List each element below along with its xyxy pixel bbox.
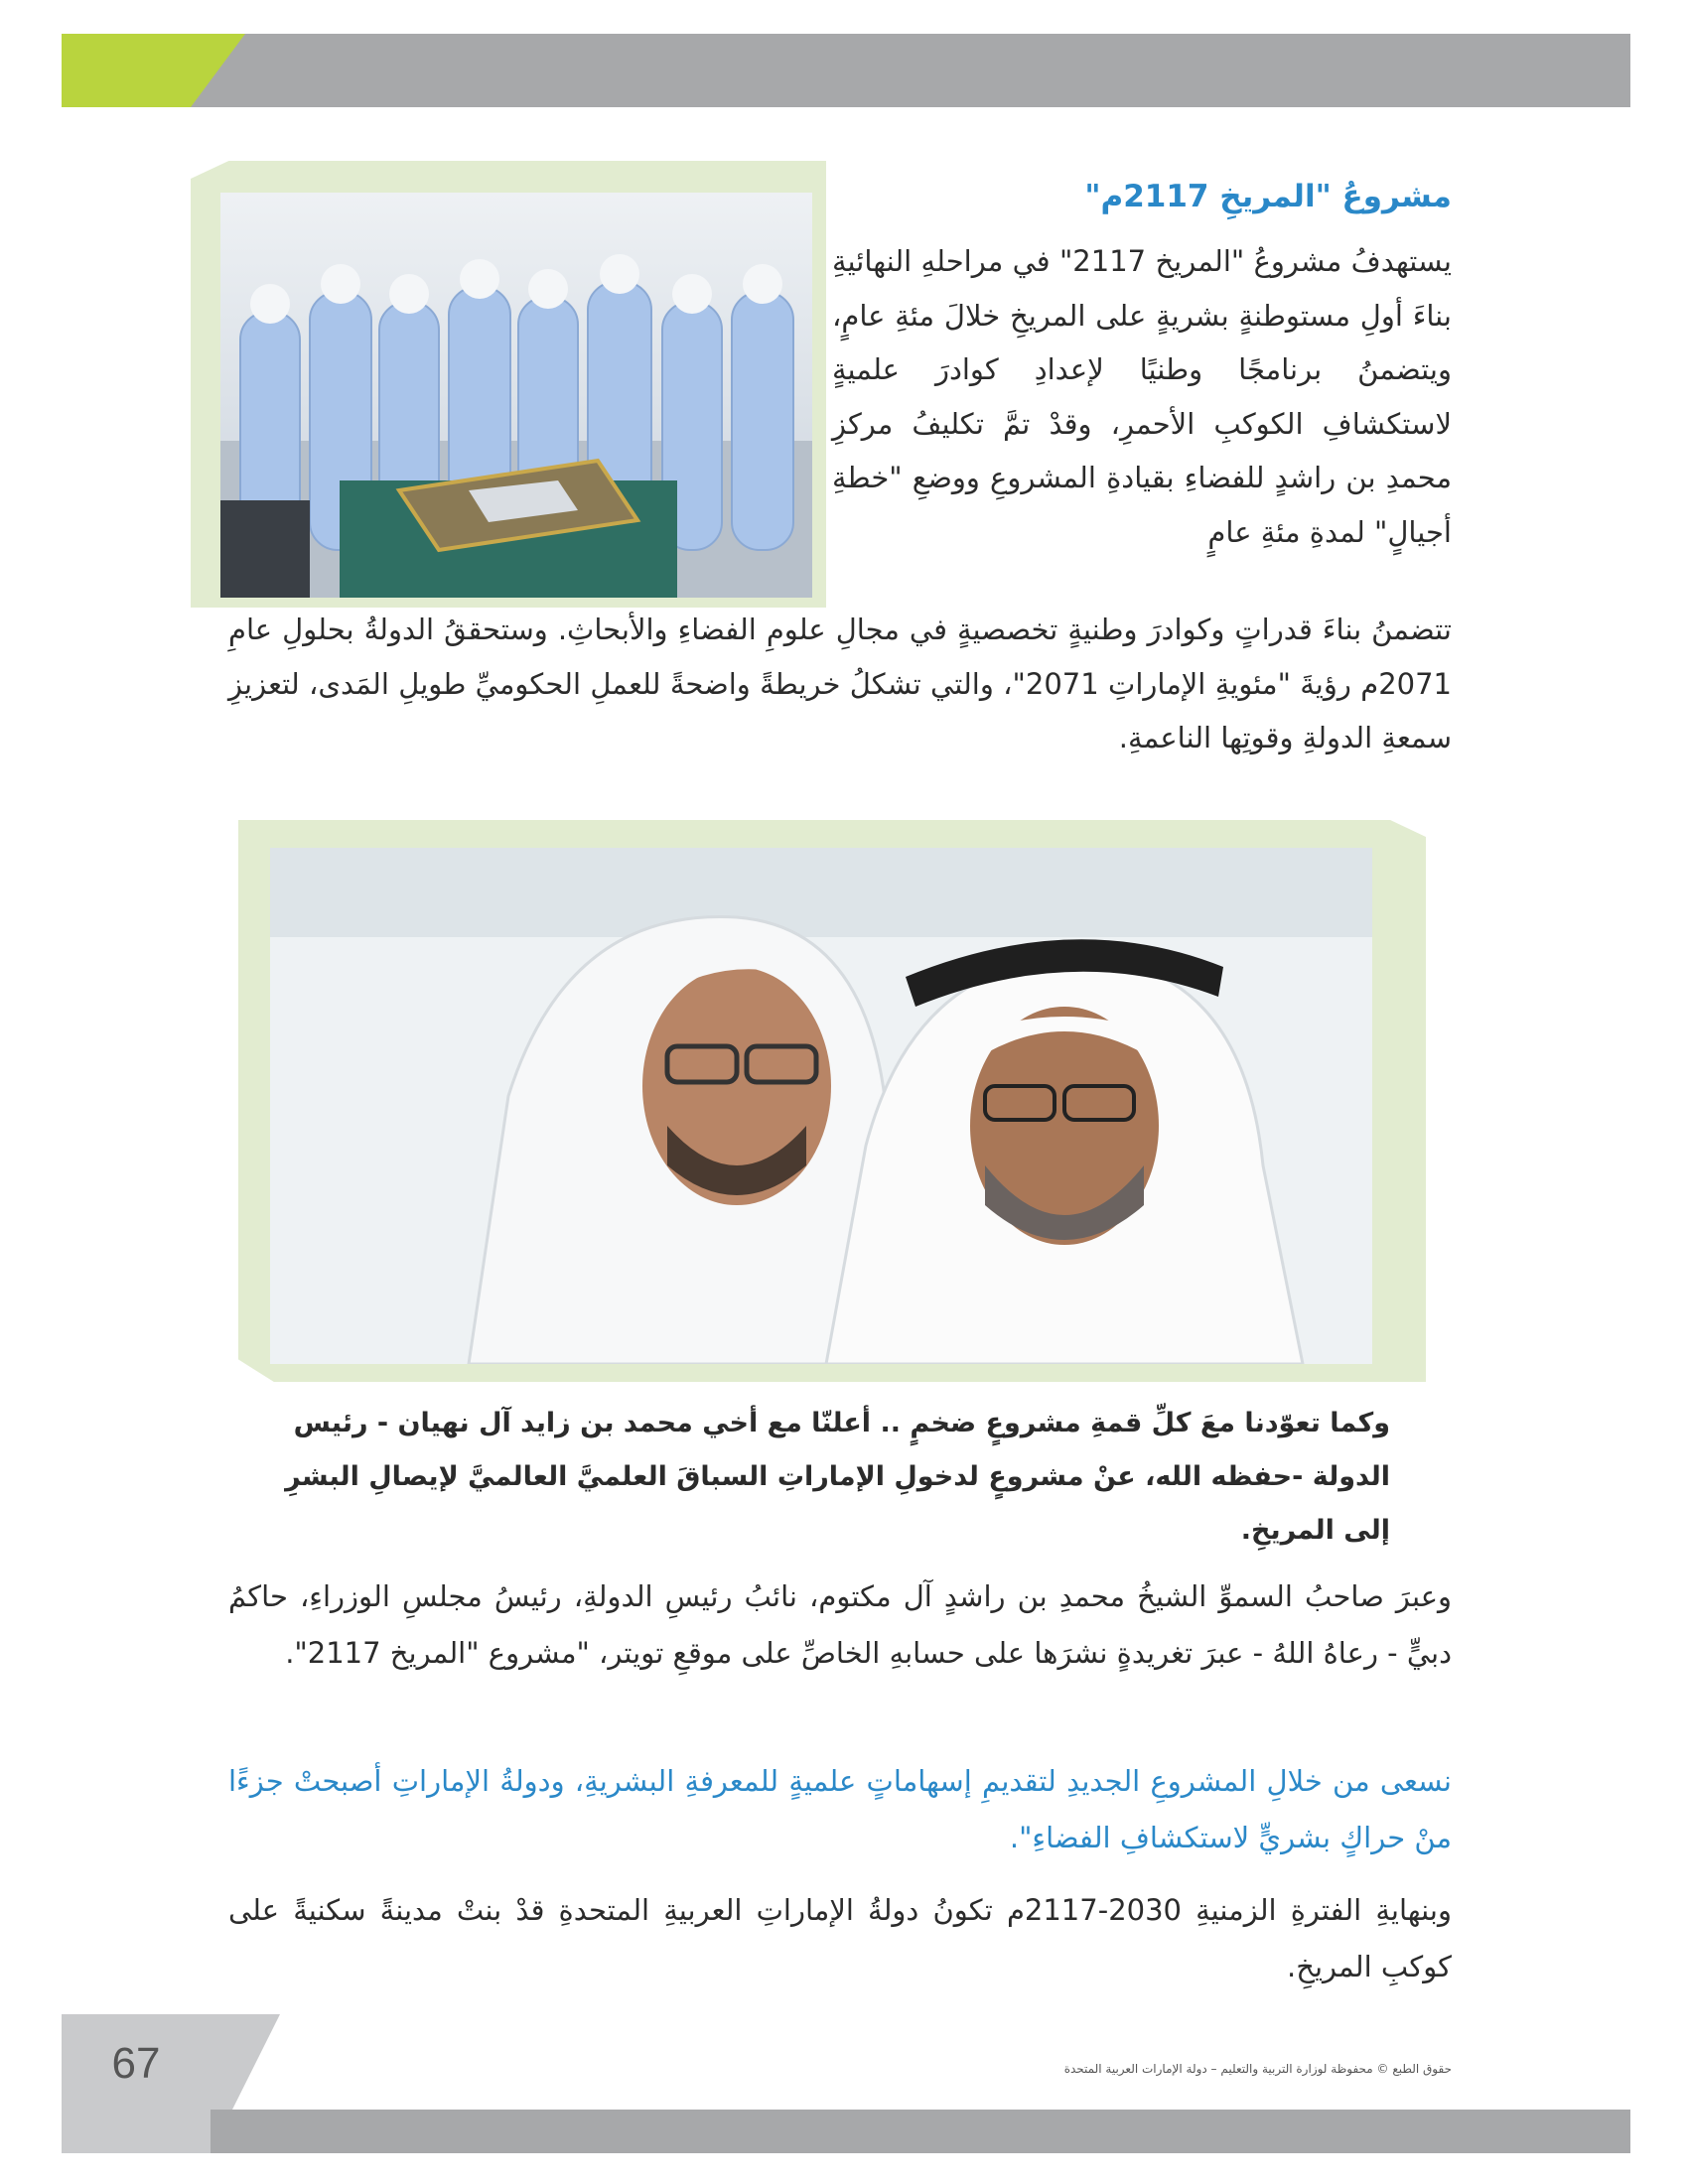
page-number: 67 <box>111 2039 161 2088</box>
cleanroom-photo <box>220 193 812 598</box>
cleanroom-illustration <box>220 193 812 598</box>
footer-bar <box>62 2014 1630 2153</box>
paragraph-project-intro: يستهدفُ مشروعُ "المريخ 2117" في مراحلهِ النهائيةِ بناءَ أولِ مستوطنةٍ بشريةٍ على المريخِ خلالَ مئةِ عامٍ، ويتضمنُ برنامجًا وطنيًا لإعدادِ كوادرَ علميةٍ لاستكشافِ الكوكبِ الأحمرِ، وقدْ تمَّ تكليفُ مركزِ محمدِ بن راشدٍ للفضاءِ بقيادةِ المشروعِ ووضعِ "خطةِ أجيالٍ" لمدةِ مئةِ عامٍ <box>832 244 1452 549</box>
header-green-tab <box>62 34 191 107</box>
leaders-illustration <box>270 848 1372 1364</box>
header-gray-band <box>62 34 1630 107</box>
paragraph-project-continued: تتضمنُ بناءَ قدراتٍ وكوادرَ وطنيةٍ تخصصيةٍ في مجالِ علومِ الفضاءِ والأبحاثِ. وستحققُ الدولةُ بحلولِ عامِ 2071م رؤيةَ "مئويةِ الإماراتِ 2071"، والتي تشكلُ خريطةً واضحةً للعملِ الحكوميِّ طويلِ المَدى، لتعزيزِ سمعةِ الدولةِ وقوتِها الناعمةِ. <box>228 613 1452 754</box>
copyright-notice: حقوق الطبع © محفوظة لوزارة التربية والتعليم – دولة الإمارات العربية المتحدة <box>1063 2062 1452 2076</box>
header-green-tab-tip <box>191 34 245 107</box>
photo-caption: وكما تعوّدنا معَ كلِّ قمةِ مشروعٍ ضخمٍ .. أعلنّا مع أخي محمد بن زايد آل نهيان - رئيس الدولة -حفظه الله، عنْ مشروعٍ لدخولِ الإماراتِ السباقَ العلميَّ العالميَّ لإيصالِ البشرِ إلى المريخِ. <box>285 1408 1390 1546</box>
section-heading: مشروعُ "المريخِ 2117م" <box>1084 179 1452 214</box>
paragraph-tweet: وعبرَ صاحبُ السموِّ الشيخُ محمدِ بن راشدٍ آل مكتوم، نائبُ رئيسِ الدولةِ، رئيسُ مجلسِ الوزراءِ، حاكمُ دبيٍّ - رعاهُ اللهُ - عبرَ تغريدةٍ نشرَها على حسابهِ الخاصِّ على موقعِ تويتر، "مشروع "المريخ 2117". <box>228 1579 1452 1670</box>
leaders-photo <box>270 848 1372 1364</box>
footer-gray-strip <box>211 2110 1630 2153</box>
paragraph-conclusion: وبنهايةِ الفترةِ الزمنيةِ 2030-2117م تكونُ دولةُ الإماراتِ العربيةِ المتحدةِ قدْ بنتْ مدينةً سكنيةً على كوكبِ المريخِ. <box>228 1893 1452 1983</box>
top-header-bar <box>62 34 1630 107</box>
highlighted-quote: نسعى من خلالِ المشروعِ الجديدِ لتقديمِ إسهاماتٍ علميةٍ للمعرفةِ البشريةِ، ودولةُ الإماراتِ أصبحتْ جزءًا منْ حراكٍ بشريٍّ لاستكشافِ الفضاءِ". <box>228 1764 1452 1854</box>
